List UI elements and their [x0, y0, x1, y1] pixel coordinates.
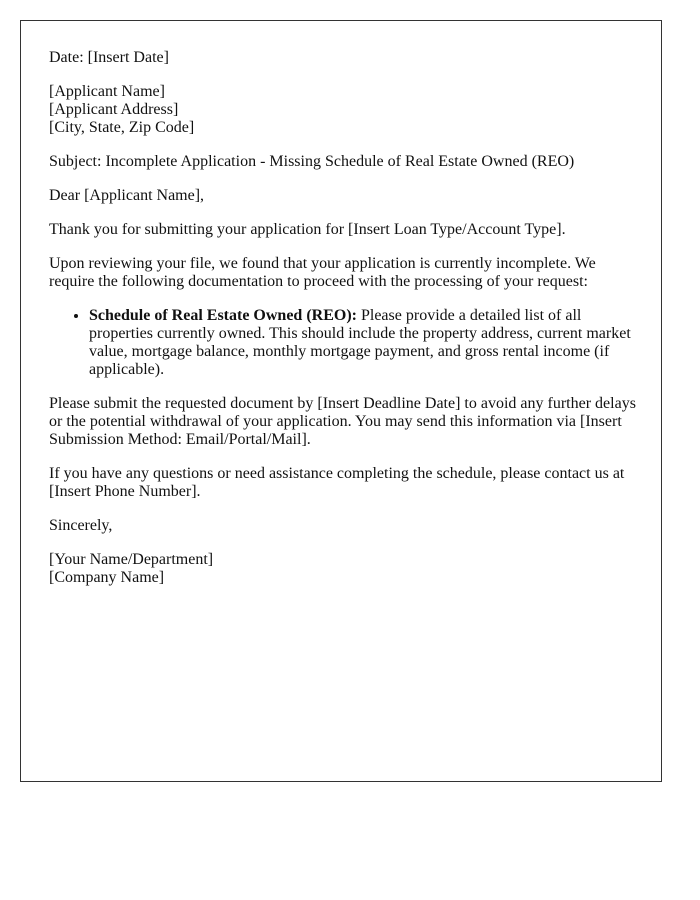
signature-name-department: [Your Name/Department]: [49, 551, 214, 568]
recipient-block: [49, 83, 639, 137]
document-title: Schedule of Real Estate Owned (REO):: [89, 307, 357, 324]
recipient-city-state-zip: [City, State, Zip Code]: [49, 119, 195, 136]
salutation: Dear [Applicant Name],: [49, 187, 205, 204]
recipient-name: [Applicant Name]: [49, 83, 165, 100]
signature-block: [49, 551, 639, 587]
date-line: Date: [Insert Date]: [49, 49, 169, 66]
thanks-paragraph: Thank you for submitting your application for [Insert Loan Type/Account Type].: [49, 221, 566, 238]
letter-body: [49, 49, 639, 603]
signature-company: [Company Name]: [49, 569, 165, 586]
required-documents-list: [49, 307, 639, 379]
closing: Sincerely,: [49, 517, 113, 534]
deadline-paragraph: Please submit the requested document by [Insert Deadline Date] to avoid any further delays or the potential withdrawal of your application. You may send this information via [Insert Submission Method: Email/Portal/Mail].: [49, 395, 636, 448]
intro-paragraph: Upon reviewing your file, we found that your application is currently incomplete. We require the following documentation to proceed with the processing of your request:: [49, 255, 596, 290]
contact-paragraph: If you have any questions or need assistance completing the schedule, please contact us at [Insert Phone Number].: [49, 465, 625, 500]
subject-line: Subject: Incomplete Application - Missing Schedule of Real Estate Owned (REO): [49, 153, 575, 170]
list-item: [89, 307, 639, 379]
recipient-address: [Applicant Address]: [49, 101, 179, 118]
document-description: Please provide a detailed list of all properties currently owned. This should include the property address, current market value, mortgage balance, monthly mortgage payment, and gross rental income (if applicable).: [89, 307, 631, 378]
letter-document: [20, 20, 662, 782]
